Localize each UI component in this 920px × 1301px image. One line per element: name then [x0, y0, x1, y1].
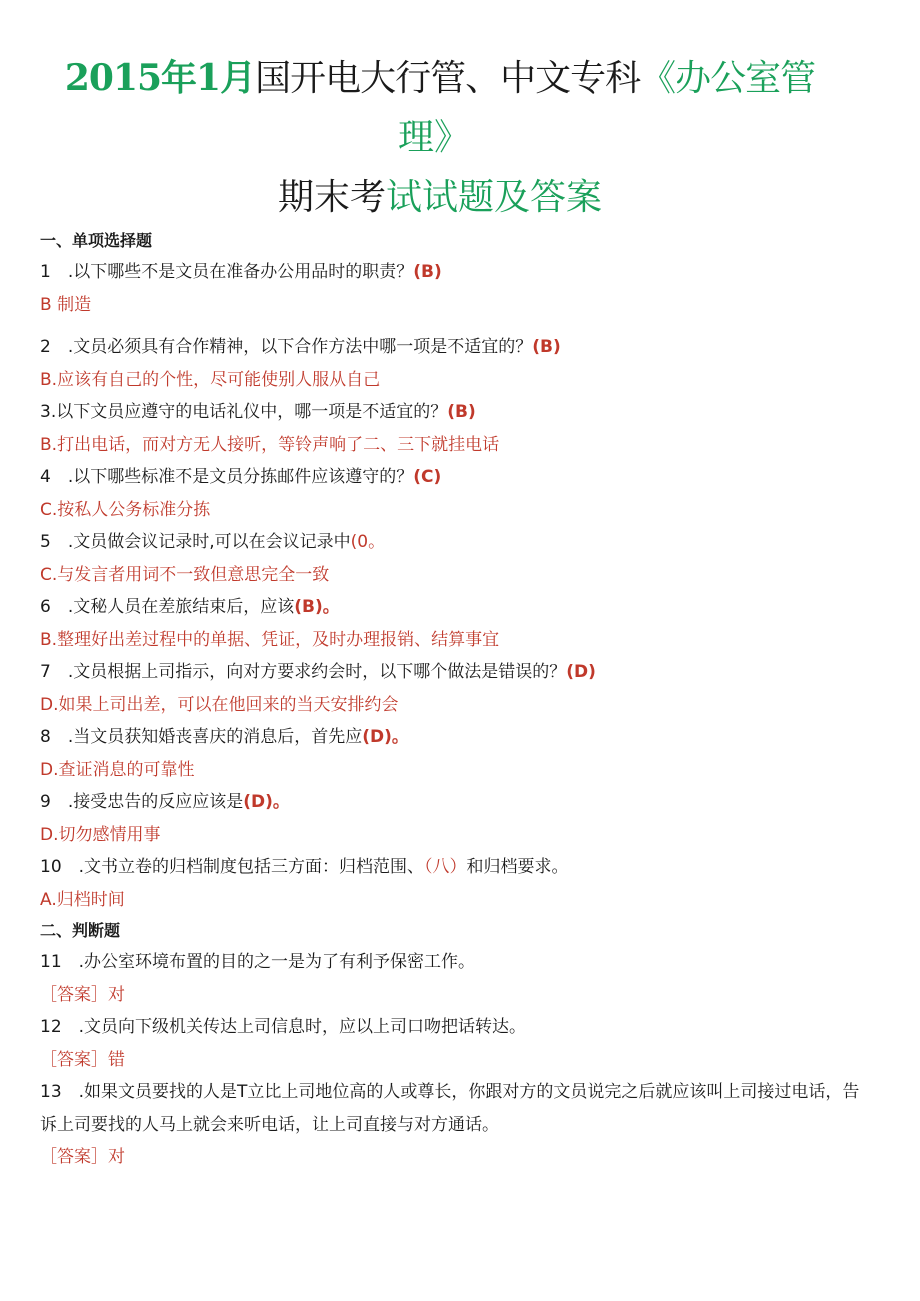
answer-2: B.应该有自己的个性，尽可能使别人服从自己	[40, 369, 381, 390]
question-text: 1 .以下哪些不是文员在准备办公用品时的职责？	[40, 262, 414, 282]
question-7	[40, 656, 870, 689]
question-text: 10 .文书立卷的归档制度包括三方面：归档范围、	[40, 857, 425, 877]
answer-mark: (B)。	[294, 597, 340, 617]
document-body	[40, 226, 870, 1174]
answer-13	[40, 1141, 870, 1174]
question-10	[40, 851, 870, 884]
section-heading-true-false: 二、判断题	[40, 921, 121, 940]
answer-mark: (D)	[566, 662, 596, 682]
title-exam-part2: 试试题及答案	[386, 177, 603, 218]
question-text: 5 .文员做会议记录时,可以在会议记录中	[40, 532, 351, 552]
question-text: 3.以下文员应遵守的电话礼仪中，哪一项是不适宜的？	[40, 402, 448, 422]
answer-5: C.与发言者用词不一致但意思完全一致	[40, 564, 330, 585]
question-11: 11 .办公室环境布置的目的之一是为了有利予保密工作。	[40, 952, 476, 972]
question-8	[40, 721, 870, 754]
answer-4: C.按私人公务标准分拣	[40, 499, 211, 520]
answer-mark: (D)。	[362, 727, 409, 747]
question-3	[40, 396, 870, 429]
answer-tag: ［答案］	[40, 984, 108, 1005]
answer-tag: ［答案］	[40, 1049, 108, 1070]
document-title-line2	[0, 112, 868, 164]
title-exam-part1: 期末考	[277, 177, 386, 218]
document-title-line3	[0, 172, 880, 224]
title-course-org: 国开电大行管、中文专科	[255, 58, 641, 99]
title-course-name-part2: 理》	[397, 117, 470, 158]
answer-8: D.查证消息的可靠性	[40, 759, 195, 780]
answer-10: A.归档时间	[40, 889, 125, 910]
question-2	[40, 331, 870, 364]
answer-mark: （八）	[424, 857, 467, 877]
answer-7: D.如果上司出差，可以在他回来的当天安排约会	[40, 694, 399, 715]
answer-mark: (B)	[532, 337, 561, 357]
answer-3: B.打出电话，而对方无人接听，等铃声响了二、三下就挂电话	[40, 434, 500, 455]
document-title-line1	[0, 52, 880, 105]
question-text-tail: 和归档要求。	[466, 857, 569, 877]
question-text: 9 .接受忠告的反应应该是	[40, 792, 244, 812]
title-date: 2015年1月	[64, 57, 256, 99]
question-12: 12 .文员向下级机关传达上司信息时，应以上司口吻把话转达。	[40, 1017, 527, 1037]
answer-mark: (0。	[350, 532, 386, 552]
question-9	[40, 786, 870, 819]
answer-mark: (B)	[413, 262, 442, 282]
question-13: 13 .如果文员要找的人是T立比上司地位高的人或尊长，你跟对方的文员说完之后就应该叫上司接过电话，告诉上司要找的人马上就会来听电话，让上司直接与对方通话。	[40, 1082, 860, 1135]
answer-1: B 制造	[40, 294, 92, 315]
answer-mark: (C)	[413, 467, 442, 487]
question-text: 6 .文秘人员在差旅结束后，应该	[40, 597, 295, 617]
answer-mark: (B)	[447, 402, 476, 422]
answer-6: B.整理好出差过程中的单据、凭证，及时办理报销、结算事宜	[40, 629, 500, 650]
answer-tag: ［答案］	[40, 1147, 108, 1167]
answer-value: 错	[108, 1049, 125, 1070]
question-text: 7 .文员根据上司指示，向对方要求约会时，以下哪个做法是错误的？	[40, 662, 567, 682]
question-text: 8 .当文员获知婚丧喜庆的消息后，首先应	[40, 727, 363, 747]
question-4	[40, 461, 870, 494]
answer-9: D.切勿感情用事	[40, 824, 161, 845]
answer-12	[40, 1044, 870, 1077]
answer-mark: (D)。	[243, 792, 290, 812]
answer-11	[40, 979, 870, 1012]
question-text: 4 .以下哪些标准不是文员分拣邮件应该遵守的？	[40, 467, 414, 487]
answer-value: 对	[108, 984, 125, 1005]
section-heading-single-choice: 一、单项选择题	[40, 231, 153, 250]
question-1	[40, 256, 870, 289]
answer-value: 对	[108, 1147, 125, 1167]
question-5	[40, 526, 870, 559]
title-course-name-part1: 《办公室管	[640, 58, 816, 99]
question-6	[40, 591, 870, 624]
question-text: 2 .文员必须具有合作精神，以下合作方法中哪一项是不适宜的？	[40, 337, 533, 357]
